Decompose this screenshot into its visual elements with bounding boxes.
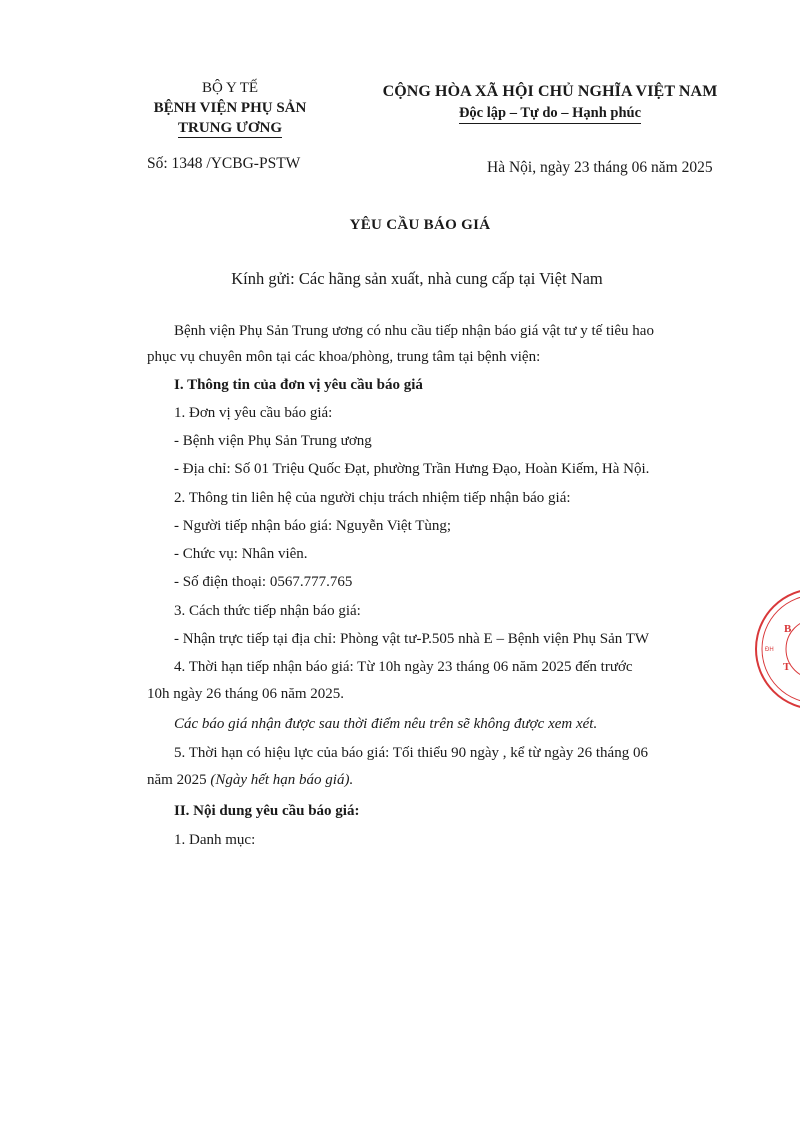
validity-expiry-note: (Ngày hết hạn báo giá). (210, 772, 354, 788)
receiver-phone: - Số điện thoại: 0567.777.765 (174, 574, 353, 590)
section-1-heading: I. Thông tin của đơn vị yêu cầu báo giá (174, 377, 423, 393)
deadline-line-2: 10h ngày 26 tháng 06 năm 2025. (147, 686, 345, 702)
hospital-name-line1: BỆNH VIỆN PHỤ SẢN (153, 100, 307, 116)
hospital-name-line2: TRUNG ƯƠNG (177, 120, 283, 136)
recipient-line: Kính gửi: Các hãng sản xuất, nhà cung cấp tại Việt Nam (231, 269, 603, 288)
intro-line-1: Bệnh viện Phụ Sản Trung ương có nhu cầu tiếp nhận báo giá vật tư y tế tiêu hao (174, 323, 654, 339)
deadline-line-1: 4. Thời hạn tiếp nhận báo giá: Từ 10h ngày 23 tháng 06 năm 2025 đến trước (174, 659, 633, 675)
national-motto: Độc lập – Tự do – Hạnh phúc (459, 103, 641, 124)
document-number: Số: 1348 /YCBG-PSTW (147, 155, 301, 172)
ministry-name: BỘ Y TẾ (201, 80, 259, 96)
svg-text:ĐH: ĐH (765, 647, 774, 653)
document-date: Hà Nội, ngày 23 tháng 06 năm 2025 (487, 159, 713, 176)
document-title: YÊU CẦU BÁO GIÁ (349, 217, 491, 233)
late-submission-note: Các báo giá nhận được sau thời điểm nêu trên sẽ không được xem xét. (174, 716, 598, 732)
catalog-label: 1. Danh mục: (174, 832, 256, 848)
section-2-heading: II. Nội dung yêu cầu báo giá: (174, 803, 360, 819)
national-header (350, 81, 750, 124)
country-name: CỘNG HÒA XÃ HỘI CHỦ NGHĨA VIỆT NAM (382, 83, 718, 100)
requesting-unit-name: - Bệnh viện Phụ Sản Trung ương (174, 433, 372, 449)
receiving-method: - Nhận trực tiếp tại địa chỉ: Phòng vật tư-P.505 nhà E – Bệnh viện Phụ Sản TW (174, 631, 650, 647)
validity-line-2 (147, 770, 353, 790)
svg-text:B: B (784, 623, 792, 635)
issuer-block (120, 78, 340, 138)
validity-line-1: 5. Thời hạn có hiệu lực của báo giá: Tối thiểu 90 ngày , kể từ ngày 26 tháng 06 (174, 745, 648, 761)
validity-year: năm 2025 (147, 772, 211, 788)
intro-line-2: phục vụ chuyên môn tại các khoa/phòng, trung tâm tại bệnh viện: (147, 349, 541, 365)
requesting-unit-address: - Địa chỉ: Số 01 Triệu Quốc Đạt, phường Trần Hưng Đạo, Hoàn Kiếm, Hà Nội. (174, 461, 650, 477)
receiver-name: - Người tiếp nhận báo giá: Nguyễn Việt Tùng; (174, 518, 452, 534)
requesting-unit-label: 1. Đơn vị yêu cầu báo giá: (174, 405, 333, 421)
official-stamp (752, 585, 800, 713)
receiver-position: - Chức vụ: Nhân viên. (174, 546, 308, 562)
contact-info-label: 2. Thông tin liên hệ của người chịu trách nhiệm tiếp nhận báo giá: (174, 490, 571, 506)
receiving-method-label: 3. Cách thức tiếp nhận báo giá: (174, 603, 361, 619)
svg-text:T: T (783, 661, 791, 673)
